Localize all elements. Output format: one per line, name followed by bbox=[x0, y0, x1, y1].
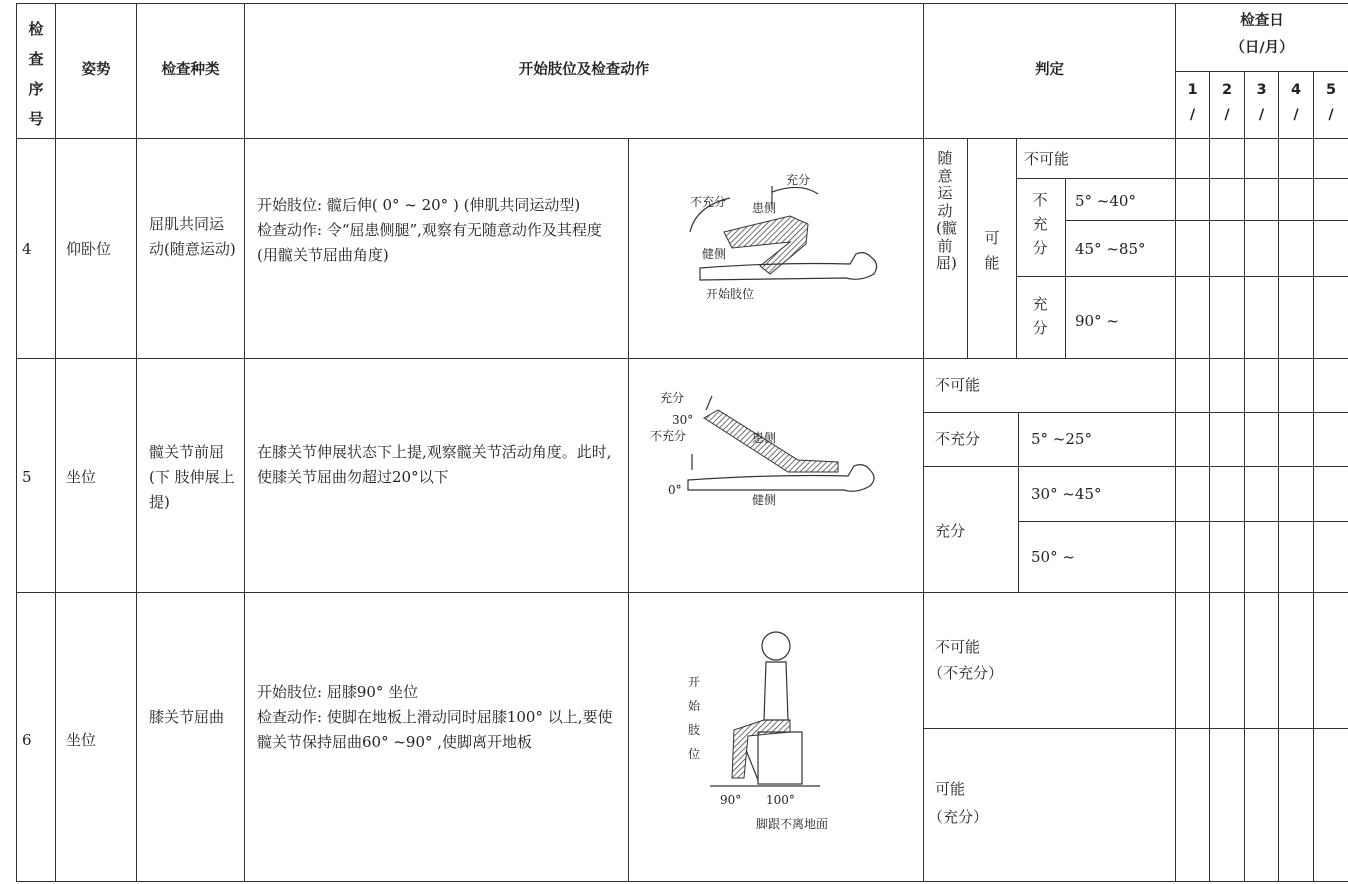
grid-line bbox=[16, 138, 1348, 139]
figure-label: 位 bbox=[688, 747, 701, 761]
date-col-3: 3 bbox=[1256, 82, 1267, 98]
judge-range: 5° ~25° bbox=[1031, 430, 1092, 448]
grid-line bbox=[55, 3, 56, 881]
judge-sufficient: 充分 bbox=[935, 522, 966, 540]
judge-possible: 可能 bbox=[935, 780, 966, 798]
row-seq: 4 bbox=[22, 240, 32, 258]
row-description: 开始肢位: 髋后伸( 0° ~ 20° ) (伸肌共同运动型) 检查动作: 令“屈患侧腿”,观察有无随意动作及其程度(用髋关节屈曲角度) bbox=[257, 196, 602, 264]
date-col-4: 4 bbox=[1290, 82, 1302, 98]
header-action: 开始肢位及检查动作 bbox=[518, 62, 650, 78]
judge-impossible: 不可能 bbox=[935, 638, 981, 656]
grid-line bbox=[136, 3, 137, 881]
grid-line bbox=[923, 3, 924, 881]
date-col-1: 1 bbox=[1187, 82, 1198, 98]
grid-line bbox=[628, 138, 629, 881]
judge-insufficient: 不充分 bbox=[935, 430, 981, 448]
judge-range: 90° ~ bbox=[1075, 312, 1119, 330]
judge-impossible: 不可能 bbox=[1024, 150, 1070, 168]
grid-line bbox=[244, 3, 245, 881]
header-judge: 判定 bbox=[1035, 62, 1064, 78]
row-type: 膝关节屈曲 bbox=[149, 708, 225, 726]
date-col-2-sep: / bbox=[1224, 107, 1230, 123]
grid-line bbox=[1016, 138, 1017, 358]
date-col-1-sep: / bbox=[1189, 107, 1196, 123]
grid-line bbox=[1313, 71, 1314, 881]
figure-label: 患侧 bbox=[752, 201, 777, 215]
figure-label: 不充分 bbox=[650, 429, 687, 443]
figure-label: 不充分 bbox=[690, 195, 727, 209]
judge-range: 30° ~45° bbox=[1031, 485, 1102, 503]
header-posture: 姿势 bbox=[81, 62, 111, 78]
judge-impossible-note: （不充分） bbox=[928, 664, 1004, 682]
figure-label: 100° bbox=[766, 793, 795, 807]
date-col-2: 2 bbox=[1221, 82, 1233, 98]
judge-category: 随意运动(髋前屈) bbox=[936, 149, 957, 272]
grid-line bbox=[16, 592, 1348, 593]
figure-label: 充分 bbox=[660, 391, 685, 405]
grid-line bbox=[1278, 71, 1279, 881]
figure-label: 30° bbox=[672, 413, 694, 427]
row-seq: 5 bbox=[22, 468, 32, 486]
knee-flexion-figure bbox=[680, 620, 880, 840]
header-type: 检查种类 bbox=[161, 62, 220, 78]
grid-line bbox=[16, 3, 17, 881]
date-col-3-sep: / bbox=[1258, 107, 1265, 123]
figure-label: 健侧 bbox=[702, 247, 727, 261]
grid-line bbox=[16, 3, 1348, 4]
figure-label: 0° bbox=[668, 483, 682, 497]
leg-flexion-figure bbox=[660, 166, 900, 316]
grid-line bbox=[1065, 178, 1066, 358]
grid-line bbox=[923, 466, 1348, 467]
figure-label: 充分 bbox=[786, 173, 811, 187]
judge-range: 5° ~40° bbox=[1075, 192, 1136, 210]
date-col-5: 5 bbox=[1325, 82, 1337, 98]
grid-line bbox=[1018, 412, 1019, 592]
header-seq: 检查序号 bbox=[28, 20, 44, 128]
grid-line bbox=[923, 412, 1348, 413]
grid-line bbox=[16, 358, 1348, 359]
leg-raise-figure bbox=[648, 380, 898, 520]
judge-possible-note: （充分） bbox=[928, 808, 989, 826]
grid-line bbox=[16, 881, 1348, 882]
figure-label: 健侧 bbox=[752, 493, 777, 507]
grid-line bbox=[1175, 3, 1176, 881]
figure-label: 开 bbox=[688, 675, 701, 689]
grid-line bbox=[967, 138, 968, 358]
row-description: 开始肢位: 屈膝90° 坐位 检查动作: 使脚在地板上滑动同时屈膝100° 以上,要使髋关节保持屈曲60° ~90° ,使脚离开地板 bbox=[257, 683, 613, 751]
grid-line bbox=[1209, 71, 1210, 881]
figure-label: 开始肢位 bbox=[706, 287, 755, 301]
judge-possible: 可能 bbox=[984, 229, 1000, 272]
row-type: 髋关节前屈(下 肢伸展上提) bbox=[149, 443, 235, 511]
figure-label: 始 bbox=[688, 699, 701, 713]
judge-sufficient: 充分 bbox=[1032, 295, 1048, 337]
grid-line bbox=[923, 728, 1348, 729]
grid-line bbox=[1175, 71, 1348, 72]
figure-label: 脚跟不离地面 bbox=[756, 817, 829, 831]
date-col-4-sep: / bbox=[1293, 107, 1299, 123]
judge-range: 50° ~ bbox=[1031, 548, 1075, 566]
figure-label: 90° bbox=[720, 793, 742, 807]
grid-line bbox=[1244, 71, 1245, 881]
figure-label: 患侧 bbox=[752, 431, 777, 445]
figure-label: 肢 bbox=[688, 723, 701, 737]
header-date-title: 检查日 bbox=[1240, 13, 1284, 29]
row-type: 屈肌共同运 动(随意运动) bbox=[149, 215, 236, 258]
judge-range: 45° ~85° bbox=[1075, 240, 1146, 258]
grid-line bbox=[1065, 220, 1348, 221]
row-description: 在膝关节伸展状态下上提,观察髋关节活动角度。此时,使膝关节屈曲勿超过20°以下 bbox=[257, 443, 612, 486]
row-seq: 6 bbox=[22, 731, 32, 749]
row-posture: 仰卧位 bbox=[66, 240, 112, 258]
row-posture: 坐位 bbox=[66, 731, 97, 749]
header-date-subtitle: （日/月） bbox=[1230, 40, 1294, 56]
judge-impossible: 不可能 bbox=[935, 376, 981, 394]
date-col-5-sep: / bbox=[1328, 107, 1334, 123]
grid-line bbox=[1018, 521, 1348, 522]
judge-insufficient: 不充分 bbox=[1032, 191, 1048, 257]
row-posture: 坐位 bbox=[66, 468, 97, 486]
